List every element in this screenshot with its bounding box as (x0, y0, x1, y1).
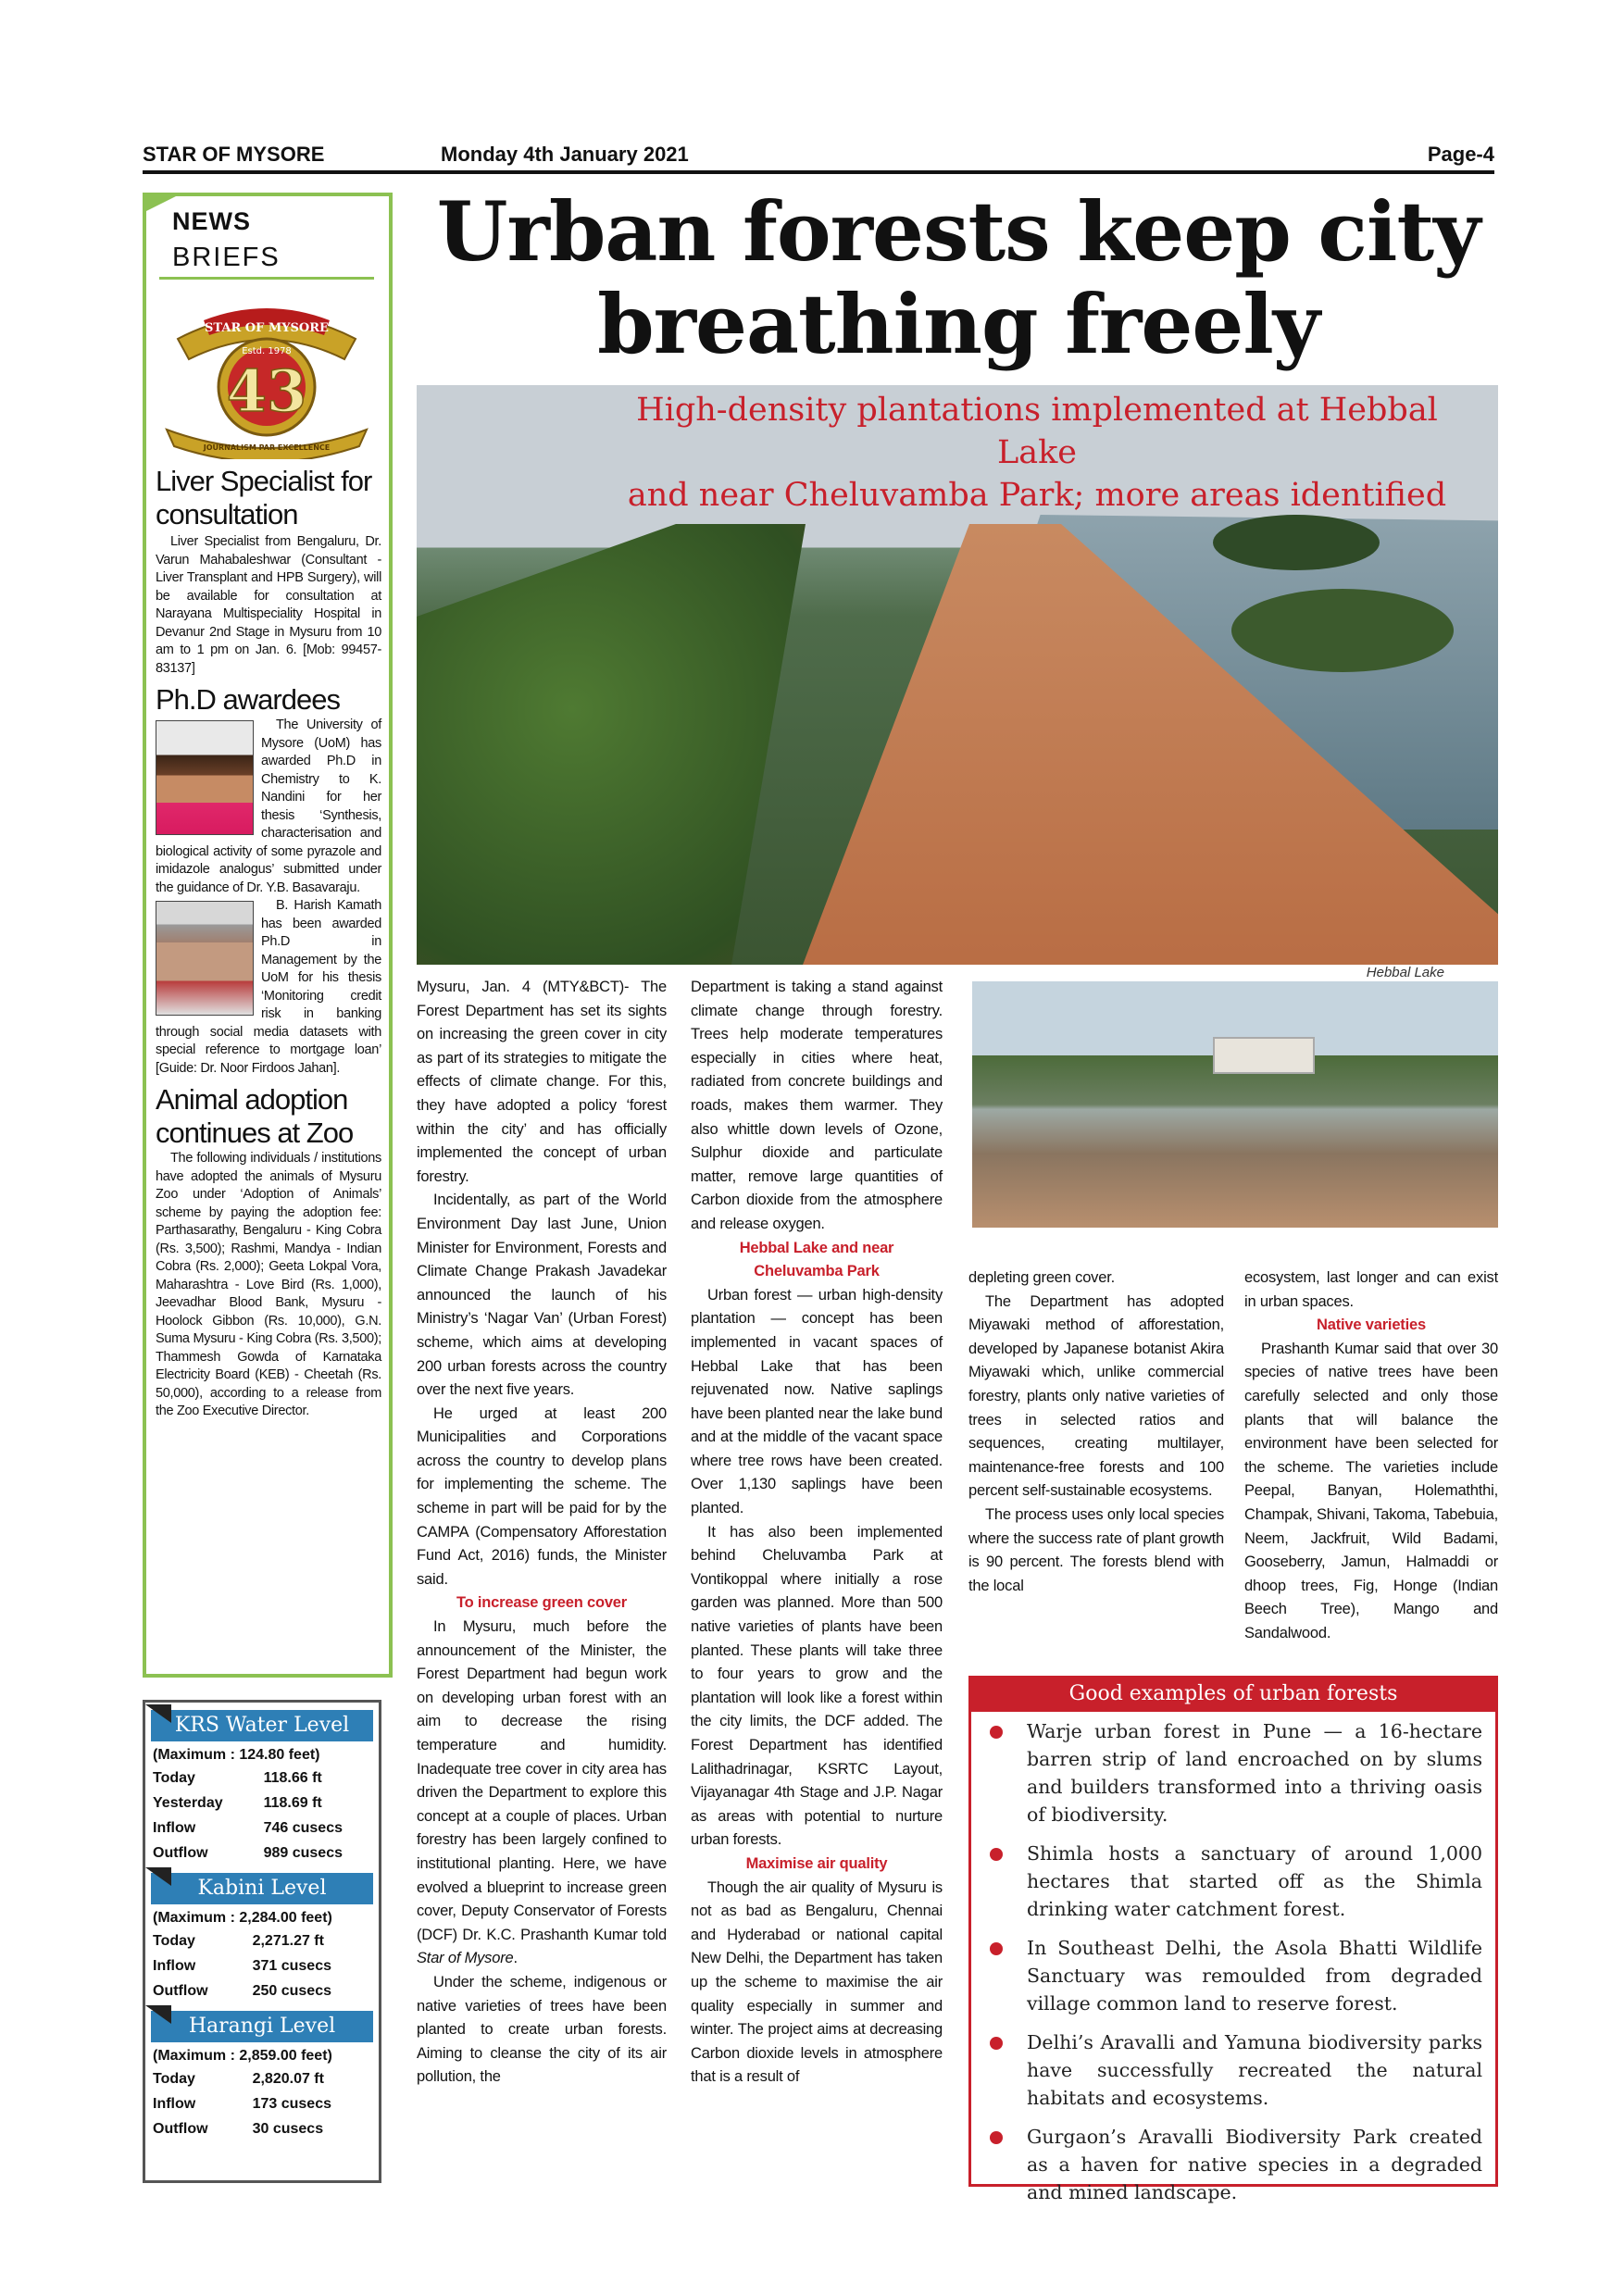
article-paragraph: Under the scheme, indigenous or native varieties of trees have been planted to create urban forests. Aiming to cleanse the city of its air pollution, the (417, 1973, 667, 2086)
subheading-green-cover: To increase green cover (456, 1594, 627, 1612)
table-row: Today 2,820.07 ft (153, 2070, 324, 2087)
subheading-hebbal: Hebbal Lake and near Cheluvamba Park (739, 1239, 894, 1280)
star-of-mysore-43-logo (159, 302, 374, 459)
briefs-label: BRIEFS (172, 243, 281, 272)
page-header (143, 139, 1494, 174)
table-row: Inflow 173 cusecs (153, 2095, 331, 2112)
portrait-b-harish-kamath (156, 901, 254, 1016)
news-briefs-box (143, 193, 393, 1678)
krs-table (145, 1766, 379, 1866)
table-row: Inflow 371 cusecs (153, 1957, 331, 1974)
article-paragraph: The process uses only local species where the success rate of plant growth is 90 percent. The forests blend with the local (968, 1505, 1224, 1594)
table-row: Inflow 746 cusecs (153, 1819, 343, 1836)
article-column-2 (691, 976, 943, 2090)
table-row: Outflow 30 cusecs (153, 2120, 324, 2137)
list-item: Delhi’s Aravalli and Yamuna biodiversity parks have successfully recreated the natural habitats and ecosystems. (981, 2028, 1482, 2112)
brief-heading-zoo: Animal adoption continues at Zoo (156, 1083, 354, 1149)
plantation-photo (972, 981, 1498, 1228)
article-paragraph: Incidentally, as part of the World Environment Day last June, Union Minister for Environment, Forests and Climate Change Prakash Javadekar announced the launch of his Ministry’s ‘Nagar Van’ (Urban Forest) scheme, which aims at developing 200 urban forests across the country over the next five years. (417, 1192, 667, 1399)
issue-date: Monday 4th January 2021 (441, 143, 689, 166)
subheading-air-quality: Maximise air quality (745, 1854, 888, 1872)
harangi-maximum: (Maximum : 2,859.00 feet) (153, 2048, 332, 2064)
briefs-news-label: NEWS (172, 207, 251, 235)
briefs-divider (159, 277, 374, 280)
logo-ribbon-text: JOURNALISM PAR EXCELLENCE (203, 443, 331, 452)
headline (417, 185, 1500, 370)
article-paragraph: He urged at least 200 Municipalities and Corporations across the country to develop plans for implementing the scheme. The scheme in part will be paid for by the CAMPA (Compensatory Afforestation Fund Act, 2016) funds, the Minister said. (417, 1404, 667, 1588)
table-row: Today 2,271.27 ft (153, 1932, 324, 1949)
harangi-title: Harangi Level (151, 2011, 373, 2042)
logo-number: 43 (226, 357, 307, 425)
paper-name: STAR OF MYSORE (143, 143, 325, 166)
good-examples-title: Good examples of urban forests (971, 1678, 1495, 1712)
water-levels-box (143, 1700, 381, 2183)
table-row: Today 118.66 ft (153, 1769, 322, 1786)
brief-text-phd-1: The University of Mysore (UoM) has awarded Ph.D in Chemistry to K. Nandini for her thesis ‘Synthesis, characterisation and biological activity of some pyrazole and imidazole analogus’ submitted under the guidance of Dr. Y.B. Basavaraju. (156, 718, 381, 895)
krs-title: KRS Water Level (151, 1710, 373, 1741)
article-paragraph: Though the air quality of Mysuru is not as bad as Bengaluru, Chennai and Hyderabad or national capital New Delhi, the Department has taken up the scheme to maximise the air quality especially in summer and winter. The project aims at decreasing Carbon dioxide levels in atmosphere that is a result of (691, 1878, 943, 2086)
article-paragraph: ecosystem, last longer and can exist in urban spaces. (1244, 1269, 1498, 1310)
logo-estd-text: Estd. 1978 (242, 346, 292, 356)
article-column-3 (968, 1267, 1224, 1598)
page-number: Page-4 (1427, 143, 1494, 166)
subheadline-line-1: High-density plantations implemented at Hebbal Lake (636, 392, 1438, 471)
subheading-native-varieties: Native varieties (1317, 1316, 1426, 1334)
headline-line-1: Urban forests keep city (436, 183, 1480, 280)
table-row: Outflow 989 cusecs (153, 1844, 343, 1861)
list-item: Shimla hosts a sanctuary of around 1,000 hectares that started off as the Shimla drinking water catchment forest. (981, 1840, 1482, 1923)
article-paragraph: Department is taking a stand against climate change through forestry. Trees help moderate temperatures especially in cities where heat, radiated from concrete buildings and roads, makes them warmer. They also whittle down levels of Ozone, Sulphur dioxide and particulate matter, remove large quantities of Carbon dioxide from the atmosphere and release oxygen. (691, 979, 943, 1232)
good-examples-list (971, 1712, 1495, 2206)
photo-caption: Hebbal Lake (1366, 965, 1444, 980)
brief-text-phd-2: B. Harish Kamath has been awarded Ph.D in Management by the UoM for his thesis ‘Monitoring credit risk in banking through social media datasets with special reference to mortgage loan’ [Guide: Dr. Noor Firdoos Jahan]. (156, 898, 381, 1076)
kabini-maximum: (Maximum : 2,284.00 feet) (153, 1910, 332, 1926)
brief-heading-liver: Liver Specialist for consultation (156, 465, 372, 530)
list-item: In Southeast Delhi, the Asola Bhatti Wildlife Sanctuary was remoulded from degraded village common land to reserve forest. (981, 1934, 1482, 2017)
article-column-4 (1244, 1267, 1498, 1646)
article-paragraph: In Mysuru, much before the announcement of the Minister, the Forest Department had begun work on developing urban forest with an aim to decrease the rising temperature and humidity. Inadequate tree cover in city area has driven the Department to explore this concept at a couple of places. Urban forestry has been largely confined to institutional planting. Here, we have evolved a blueprint to increase green cover, Deputy Conservator of Forests (DCF) Dr. K.C. Prashanth Kumar told Star of Mysore. (417, 1618, 667, 1967)
portrait-k-nandini (156, 720, 254, 835)
article-paragraph: The Department has adopted Miyawaki method of afforestation, developed by Japanese botanist Akira Miyawaki which, unlike commercial forestry, plants only native varieties of trees in selected ratios and sequences, creating multilayer, maintenance-free forests and 100 percent self-sustainable ecosystems. (968, 1292, 1224, 1500)
table-row: Outflow 250 cusecs (153, 1982, 331, 1999)
logo-top-text: STAR OF MYSORE (205, 321, 329, 335)
headline-line-2: breathing freely (597, 276, 1319, 372)
kabini-title: Kabini Level (151, 1873, 373, 1904)
brief-heading-phd: Ph.D awardees (156, 683, 340, 716)
article-paragraph: It has also been implemented behind Cheluvamba Park at Vontikoppal where initially a rose garden was planned. More than 500 native varieties of plants have been planted. These plants will take three to four years to grow and the plantation will look like a forest within the city limits, the DCF added. The Forest Department has identified Lalithadrinagar, KSRTC Layout, Vijayanagar 4th Stage and J.P. Nagar as areas with potential to nurture urban forests. (691, 1523, 943, 1849)
list-item: Warje urban forest in Pune — a 16-hectare barren strip of land encroached on by slums and builders transformed into a thriving oasis of biodiversity. (981, 1717, 1482, 1828)
table-row: Yesterday 118.69 ft (153, 1794, 322, 1811)
harangi-table (145, 2066, 379, 2141)
briefs-content (156, 465, 381, 1421)
subheadline (593, 389, 1481, 517)
brief-text-zoo: The following individuals / institutions have adopted the animals of Mysuru Zoo under ‘Adoption of Animals’ scheme by paying the adoption fee: Parthasarathy, Bengaluru - King Cobra (Rs. 3,500); Rashmi, Mandya - Indian Cobra (Rs. 2,000); Geeta Lokpal Vora, Maharashtra - Love Bird (Rs. 1,000), Jeevadhar Blood Bank, Mysuru - Hoolock Gibbon (Rs. 10,000), G.N. Suma Mysuru - King Cobra (Rs. 3,500); Thammesh Gowda of Karnataka Electricity Board (KEB) - Cheetah (Rs. 50,000), according to a release from the Zoo Executive Director. (156, 1151, 381, 1418)
article-column-1 (417, 976, 667, 2090)
article-paragraph: depleting green cover. (968, 1269, 1115, 1286)
article-paragraph: Mysuru, Jan. 4 (MTY&BCT)- The Forest Department has set its sights on increasing the green cover in city as part of its strategies to mitigate the effects of climate change. For this, they have adopted a policy ‘forest within the city’ and has officially implemented the concept of urban forestry. (417, 979, 667, 1185)
subheadline-line-2: and near Cheluvamba Park; more areas identified (627, 477, 1447, 514)
article-paragraph: Urban forest — urban high-density plantation — concept has been implemented in vacant spaces of Hebbal Lake that has been rejuvenated now. Native saplings have been planted near the lake bund and at the middle of the vacant space where tree rows have been created. Over 1,130 saplings have been planted. (691, 1286, 943, 1517)
kabini-table (145, 1928, 379, 2003)
brief-text-liver: Liver Specialist from Bengaluru, Dr. Varun Mahabaleshwar (Consultant - Liver Transplant and HPB Surgery), will be available for consultation at Narayana Multispeciality Hospital in Devanur 2nd Stage in Mysuru from 10 am to 1 pm on Jan. 6. [Mob: 99457-83137] (156, 534, 381, 676)
article-paragraph: Prashanth Kumar said that over 30 species of native trees have been carefully selected and only those plants that will balance the environment have been selected for the scheme. The varieties include Peepal, Banyan, Holemaththi, Champak, Shivani, Takoma, Tabebuia, Neem, Jackfruit, Wild Badami, Gooseberry, Jamun, Halmaddi or dhoop trees, Fig, Honge (Indian Beech Tree), Mango and Sandalwood. (1244, 1340, 1498, 1641)
list-item: Gurgaon’s Aravalli Biodiversity Park created as a haven for native species in a degraded and mined landscape. (981, 2123, 1482, 2206)
krs-maximum: (Maximum : 124.80 feet) (153, 1747, 320, 1763)
good-examples-box (968, 1676, 1498, 2203)
